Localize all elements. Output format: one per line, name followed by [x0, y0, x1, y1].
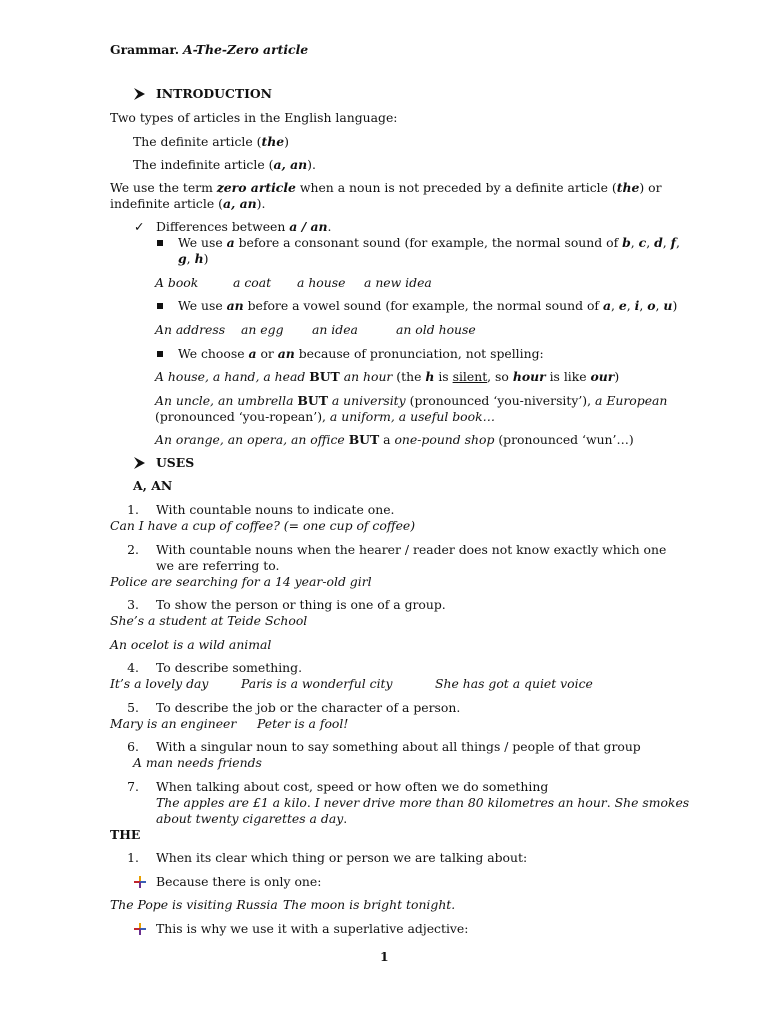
example-silent-h: A house, a hand, a head BUT an hour (the h is silent, so hour is like our) [155, 369, 620, 384]
list-item-example: It’s a lovely day [110, 676, 209, 691]
rule-pronunciation: We choose a or an because of pronunciation, not spelling: [178, 346, 544, 361]
example-consonant-3: a house [297, 275, 346, 290]
example-you-sound: An uncle, an umbrella BUT a university (pronounced ‘you-niversity’), a European [155, 393, 668, 408]
list-number: 1. [127, 502, 139, 517]
list-item-example: She’s a student at Teide School [110, 613, 308, 628]
list-item-text-cont: we are referring to. [156, 558, 280, 573]
square-bullet-icon [157, 240, 163, 246]
list-number: 1. [127, 850, 139, 865]
definite-article-line: The definite article (the) [133, 134, 289, 149]
example-wun-sound: An orange, an opera, an office BUT a one-pound shop (pronounced ‘wun’…) [155, 432, 634, 447]
list-item-example: Paris is a wonderful city [241, 676, 393, 691]
square-bullet-icon [157, 303, 163, 309]
list-item-example: Police are searching for a 14 year-old girl [110, 574, 372, 589]
list-number: 4. [127, 660, 139, 675]
intro-heading: INTRODUCTION [156, 86, 272, 101]
example-vowel-3: an idea [312, 322, 358, 337]
arrowhead-bullet-icon [132, 456, 146, 470]
arrowhead-bullet-icon [132, 87, 146, 101]
rule-vowel: We use an before a vowel sound (for example, the normal sound of a, e, i, o, u) [178, 298, 678, 313]
list-item-example: The apples are £1 a kilo. I never drive more than 80 kilometres an hour. She smokes [156, 795, 690, 810]
example-you-sound-cont: (pronounced ‘you-ropean’), a uniform, a useful book… [155, 409, 495, 424]
list-item-example-cont: about twenty cigarettes a day. [156, 811, 348, 826]
example-consonant-4: a new idea [364, 275, 432, 290]
list-number: 5. [127, 700, 139, 715]
indefinite-article-line: The indefinite article (a, an). [133, 157, 316, 172]
list-number: 6. [127, 739, 139, 754]
the-example: The moon is bright tonight. [283, 897, 456, 912]
rule-consonant-cont: g, h) [178, 251, 209, 266]
list-item-example: A man needs friends [133, 755, 262, 770]
list-number: 3. [127, 597, 139, 612]
list-item-example: Mary is an engineer [110, 716, 237, 731]
list-item-text: When talking about cost, speed or how often we do something [156, 779, 549, 794]
example-consonant-1: A book [155, 275, 199, 290]
differences-heading: Differences between a / an. [156, 219, 332, 234]
example-vowel-4: an old house [396, 322, 476, 337]
colored-plus-bullet-icon [133, 875, 147, 889]
list-item-text: With a singular noun to say something about all things / people of that group [156, 739, 641, 754]
zero-article-paragraph-cont: indefinite article (a, an). [110, 196, 266, 211]
the-subpoint: This is why we use it with a superlative adjective: [156, 921, 469, 936]
list-item-text: With countable nouns to indicate one. [156, 502, 395, 517]
checkmark-icon: ✓ [134, 219, 145, 234]
a-an-heading: A, AN [133, 478, 173, 493]
list-item-text: To describe the job or the character of a person. [156, 700, 461, 715]
list-number: 7. [127, 779, 139, 794]
the-subpoint: Because there is only one: [156, 874, 322, 889]
page-number: 1 [380, 949, 389, 964]
zero-article-paragraph: We use the term zero article when a noun is not preceded by a definite article (the) or [110, 180, 662, 195]
list-number: 2. [127, 542, 139, 557]
rule-consonant: We use a before a consonant sound (for example, the normal sound of b, c, d, f, [178, 235, 680, 250]
colored-plus-bullet-icon [133, 922, 147, 936]
list-item-text: To show the person or thing is one of a group. [156, 597, 446, 612]
list-item-example: She has got a quiet voice [435, 676, 593, 691]
example-vowel-1: An address [155, 322, 226, 337]
intro-line: Two types of articles in the English language: [110, 110, 398, 125]
document-title: Grammar. A-The-Zero article [110, 42, 309, 57]
the-heading: THE [110, 827, 141, 842]
square-bullet-icon [157, 351, 163, 357]
uses-heading: USES [156, 455, 195, 470]
list-item-example: An ocelot is a wild animal [110, 637, 272, 652]
list-item-text: To describe something. [156, 660, 303, 675]
list-item-example: Can I have a cup of coffee? (= one cup of coffee) [110, 518, 416, 533]
list-item-text: When its clear which thing or person we are talking about: [156, 850, 528, 865]
the-example: The Pope is visiting Russia [110, 897, 278, 912]
list-item-text: With countable nouns when the hearer / reader does not know exactly which one [156, 542, 667, 557]
example-consonant-2: a coat [233, 275, 272, 290]
list-item-example: Peter is a fool! [257, 716, 349, 731]
example-vowel-2: an egg [241, 322, 284, 337]
